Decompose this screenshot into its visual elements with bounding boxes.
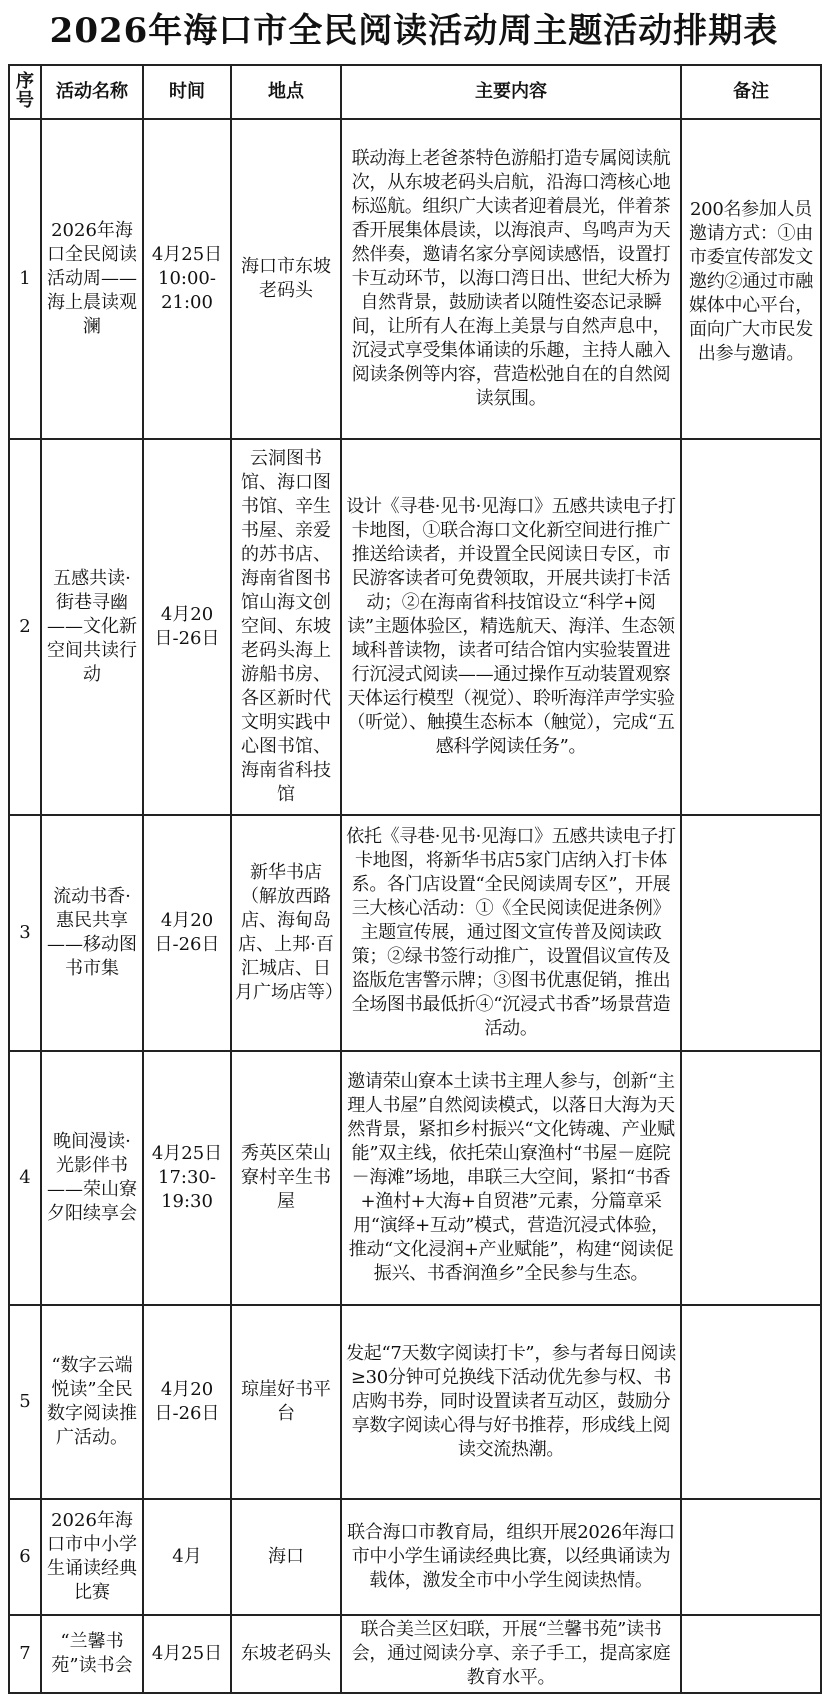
table-row [9, 1499, 821, 1615]
activity-place: 云洞图书馆、海口图书馆、辛生书屋、亲爱的苏书店、海南省图书馆山海文创空间、东坡老码头海上游船书房、各区新时代文明实践中心图书馆、海南省科技馆 [231, 439, 341, 815]
activity-name: “兰馨书苑”读书会 [41, 1615, 143, 1693]
table-header-row [9, 65, 821, 119]
row-index: 1 [9, 119, 41, 439]
activity-name: 2026年海口全民阅读活动周——海上晨读观澜 [41, 119, 143, 439]
activity-note [681, 1051, 821, 1305]
row-index: 5 [9, 1305, 41, 1499]
activity-content: 依托《寻巷·见书·见海口》五感共读电子打卡地图，将新华书店5家门店纳入打卡体系。各门店设置“全民阅读周专区”，开展三大核心活动：①《全民阅读促进条例》主题宣传展，通过图文宣传普及阅读政策；②绿书签行动推广，设置倡议宣传及盗版危害警示牌；③图书优惠促销，推出全场图书最低折④“沉浸式书香”场景营造活动。 [341, 815, 681, 1051]
activity-name: 五感共读·街巷寻幽——文化新空间共读行动 [41, 439, 143, 815]
header-time: 时间 [143, 65, 231, 119]
activity-content: 联合美兰区妇联，开展“兰馨书苑”读书会，通过阅读分享、亲子手工，提高家庭教育水平。 [341, 1615, 681, 1693]
activity-place: 秀英区荣山寮村辛生书屋 [231, 1051, 341, 1305]
activity-note [681, 1615, 821, 1693]
table-row [9, 439, 821, 815]
activity-time: 4月25日 10:00-21:00 [143, 119, 231, 439]
activity-content: 设计《寻巷·见书·见海口》五感共读电子打卡地图，①联合海口文化新空间进行推广推送给读者，并设置全民阅读日专区，市民游客读者可免费领取，开展共读打卡活动；②在海南省科技馆设立“科学+阅读”主题体验区，精选航天、海洋、生态领域科普读物，读者可结合馆内实验装置进行沉浸式阅读——通过操作互动装置观察天体运行模型（视觉）、聆听海洋声学实验（听觉）、触摸生态标本（触觉），完成“五感科学阅读任务”。 [341, 439, 681, 815]
table-row [9, 1615, 821, 1693]
activity-content: 发起“7天数字阅读打卡”，参与者每日阅读≥30分钟可兑换线下活动优先参与权、书店购书券，同时设置读者互动区，鼓励分享数字阅读心得与好书推荐，形成线上阅读交流热潮。 [341, 1305, 681, 1499]
row-index: 4 [9, 1051, 41, 1305]
row-index: 7 [9, 1615, 41, 1693]
activity-place: 新华书店（解放西路店、海甸岛店、上邦·百汇城店、日月广场店等） [231, 815, 341, 1051]
activity-note [681, 1305, 821, 1499]
table-row [9, 1051, 821, 1305]
activity-note [681, 815, 821, 1051]
header-name: 活动名称 [41, 65, 143, 119]
activity-name: 2026年海口市中小学生诵读经典比赛 [41, 1499, 143, 1615]
row-index: 2 [9, 439, 41, 815]
activity-time: 4月 [143, 1499, 231, 1615]
activity-place: 东坡老码头 [231, 1615, 341, 1693]
page-title: 2026年海口市全民阅读活动周主题活动排期表 [49, 11, 779, 51]
activity-note [681, 1499, 821, 1615]
header-note: 备注 [681, 65, 821, 119]
activity-place: 海口市东坡老码头 [231, 119, 341, 439]
activity-time: 4月20日-26日 [143, 439, 231, 815]
activity-name: 流动书香·惠民共享——移动图书市集 [41, 815, 143, 1051]
header-content: 主要内容 [341, 65, 681, 119]
table-row [9, 119, 821, 439]
header-place: 地点 [231, 65, 341, 119]
activity-time: 4月25日 17:30-19:30 [143, 1051, 231, 1305]
row-index: 6 [9, 1499, 41, 1615]
activity-time: 4月25日 [143, 1615, 231, 1693]
table-row [9, 815, 821, 1051]
activity-name: “数字云端悦读”全民数字阅读推广活动。 [41, 1305, 143, 1499]
row-index: 3 [9, 815, 41, 1051]
activity-place: 海口 [231, 1499, 341, 1615]
schedule-table [8, 64, 822, 1694]
header-index: 序号 [9, 65, 41, 119]
activity-name: 晚间漫读·光影伴书——荣山寮夕阳续享会 [41, 1051, 143, 1305]
activity-note [681, 439, 821, 815]
activity-time: 4月20日-26日 [143, 815, 231, 1051]
activity-content: 联动海上老爸茶特色游船打造专属阅读航次，从东坡老码头启航，沿海口湾核心地标巡航。组织广大读者迎着晨光，伴着茶香开展集体晨读，以海浪声、鸟鸣声为天然伴奏，邀请名家分享阅读感悟，设置打卡互动环节，以海口湾日出、世纪大桥为自然背景，鼓励读者以随性姿态记录瞬间，让所有人在海上美景与自然声息中，沉浸式享受集体诵读的乐趣，主持人融入阅读条例等内容，营造松弛自在的自然阅读氛围。 [341, 119, 681, 439]
activity-place: 琼崖好书平台 [231, 1305, 341, 1499]
activity-content: 联合海口市教育局，组织开展2026年海口市中小学生诵读经典比赛，以经典诵读为载体，激发全市中小学生阅读热情。 [341, 1499, 681, 1615]
activity-content: 邀请荣山寮本土读书主理人参与，创新“主理人书屋”自然阅读模式，以落日大海为天然背景，紧扣乡村振兴“文化铸魂、产业赋能”双主线，依托荣山寮渔村“书屋－庭院－海滩”场地，串联三大空间，紧扣“书香+渔村+大海+自贸港”元素，分篇章采用“演绎+互动”模式，营造沉浸式体验，推动“文化浸润+产业赋能”，构建“阅读促振兴、书香润渔乡”全民参与生态。 [341, 1051, 681, 1305]
activity-note: 200名参加人员邀请方式：①由市委宣传部发文邀约②通过市融媒体中心平台，面向广大市民发出参与邀请。 [681, 119, 821, 439]
activity-time: 4月20日-26日 [143, 1305, 231, 1499]
table-row [9, 1305, 821, 1499]
